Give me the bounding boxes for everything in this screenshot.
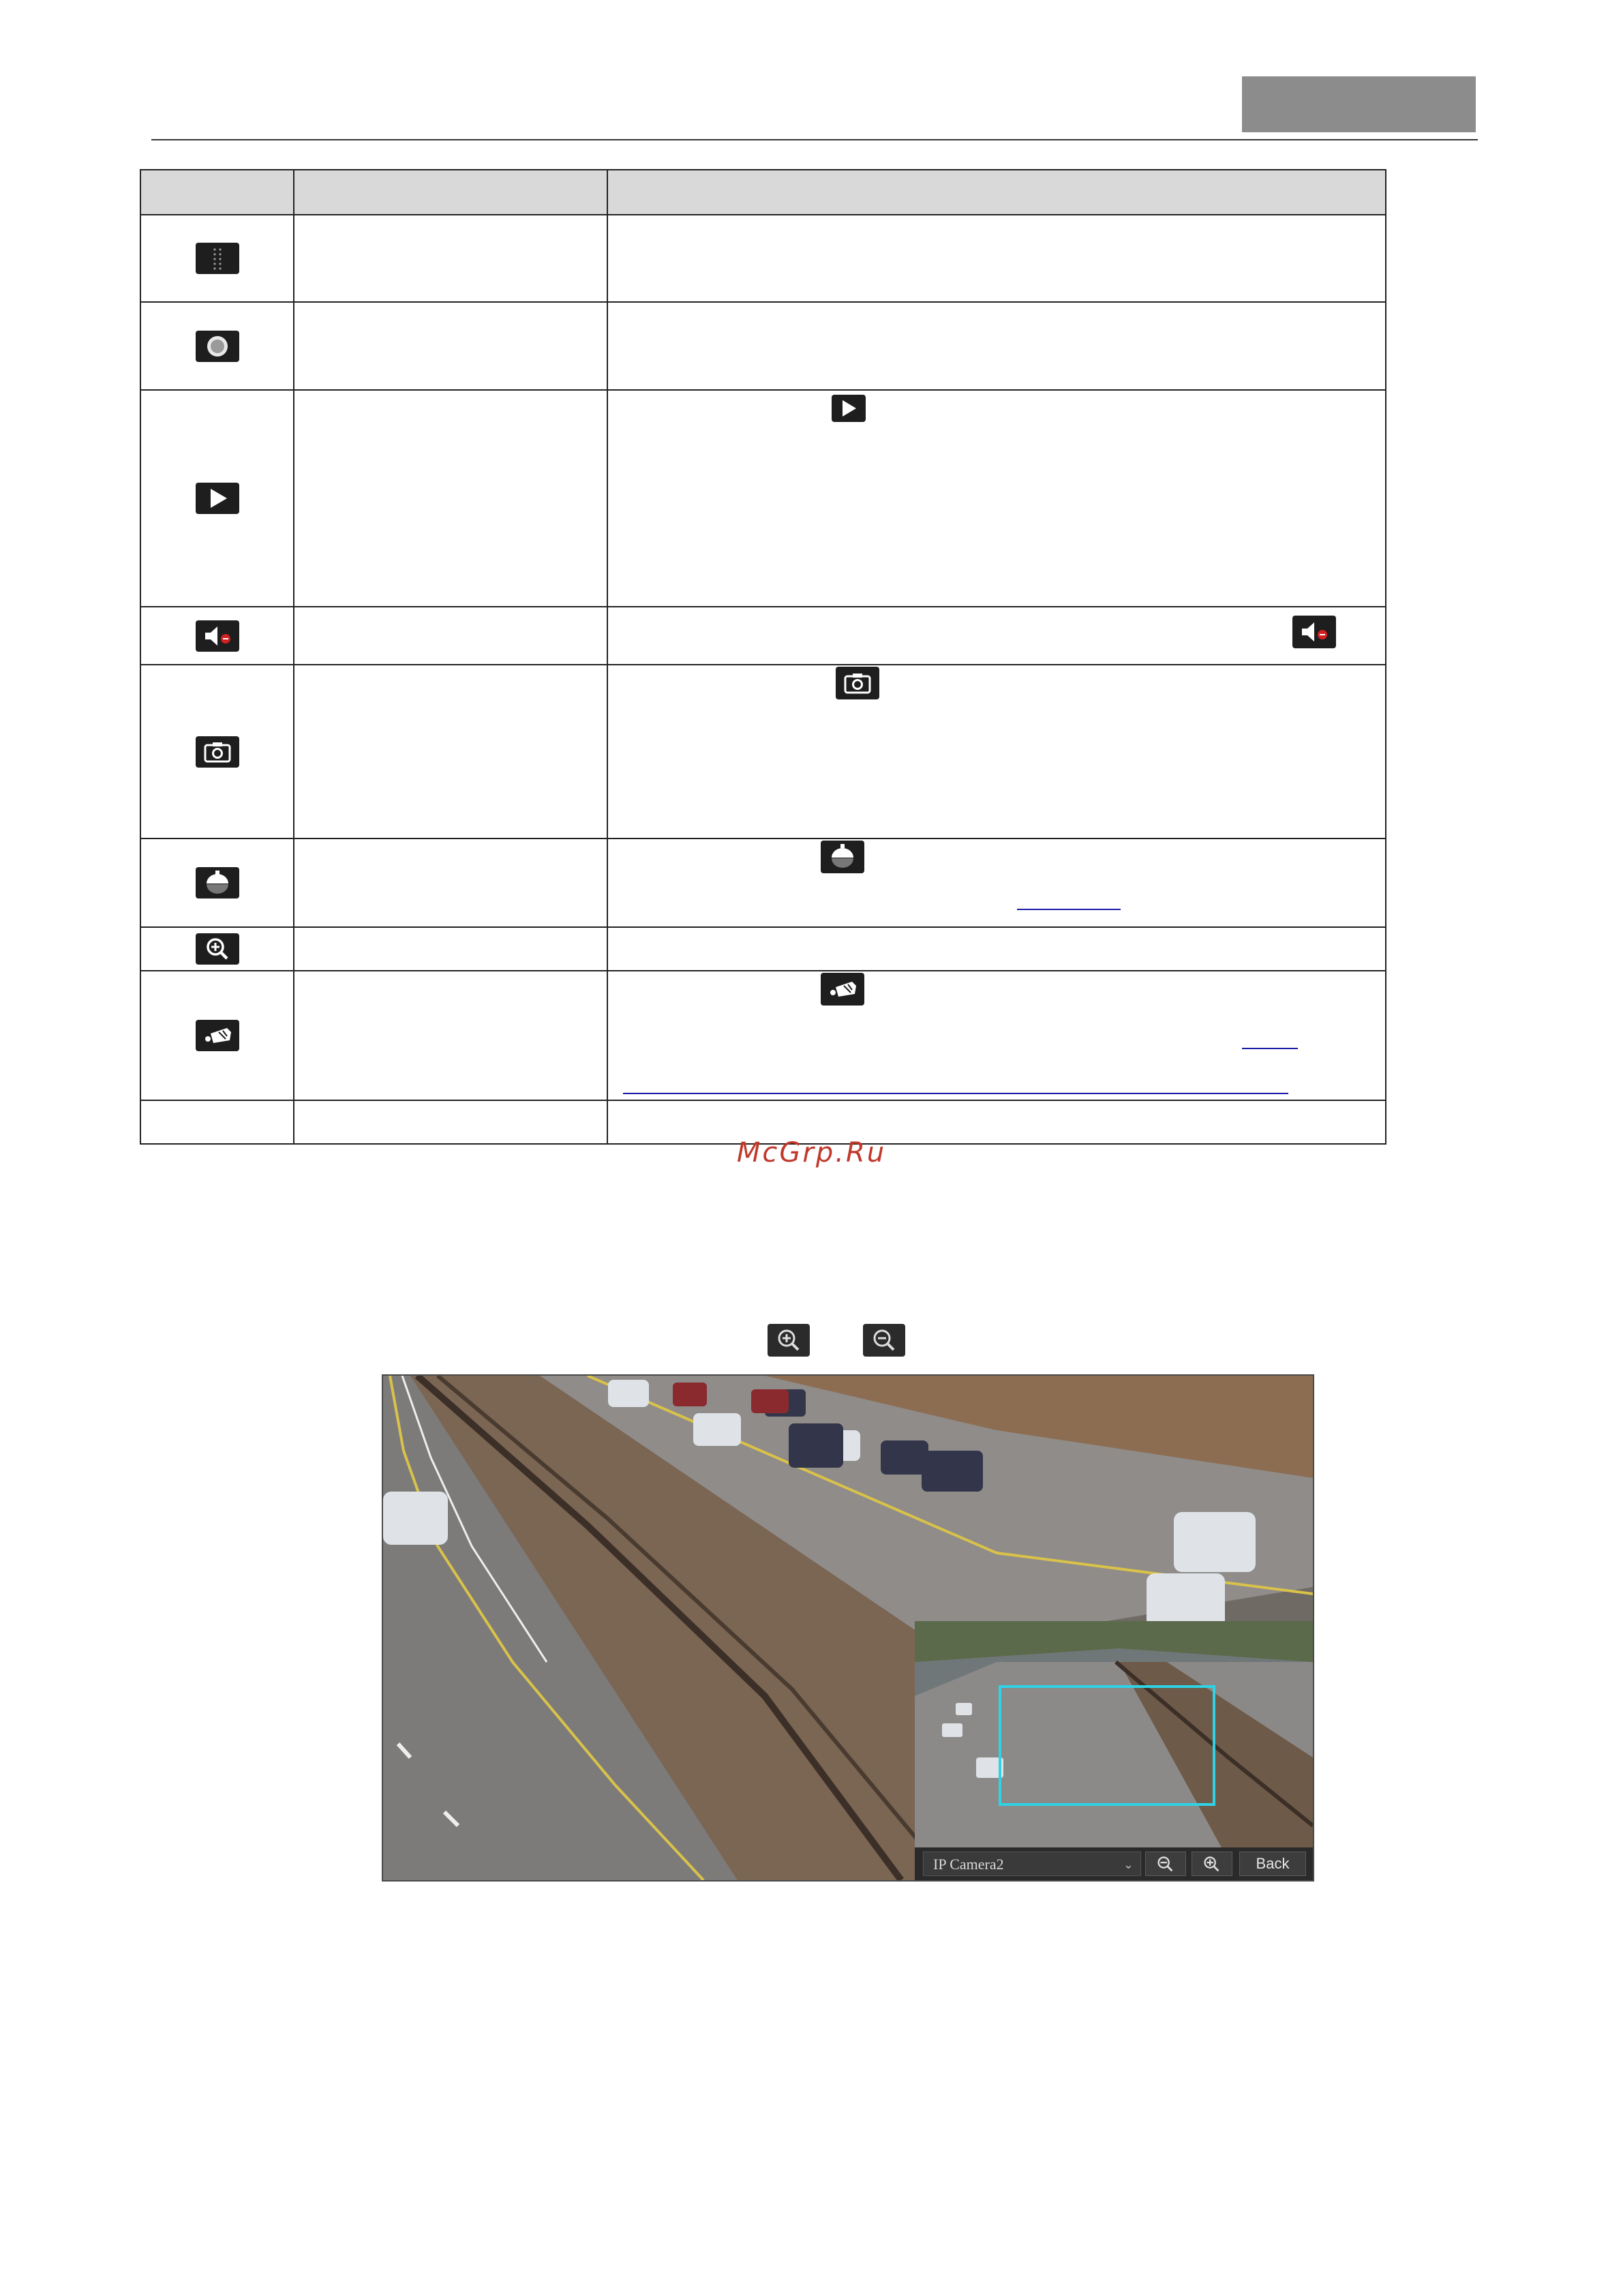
- inline-ptz-dome-icon: [821, 841, 864, 873]
- camera-select[interactable]: [923, 1852, 1141, 1876]
- inline-mute-speaker-icon: [1292, 616, 1336, 648]
- link-underline[interactable]: [623, 1093, 1288, 1094]
- zoom-toolbar: [915, 1847, 1313, 1880]
- zoom-out-button[interactable]: [1145, 1852, 1186, 1876]
- header-gray-box: [1242, 76, 1476, 132]
- ptz-dome-icon[interactable]: [196, 867, 239, 898]
- header-cell-description: [607, 170, 1386, 215]
- link-underline[interactable]: [1242, 1048, 1298, 1049]
- table-row: [140, 390, 1386, 607]
- table-row: [140, 302, 1386, 390]
- table-row: [140, 927, 1386, 971]
- table-row: [140, 607, 1386, 665]
- table-row: [140, 971, 1386, 1100]
- zoom-out-icon: [863, 1324, 905, 1357]
- inline-camera-bullet-icon: [821, 973, 864, 1006]
- table-row: [140, 665, 1386, 839]
- camera-select-value: IP Camera2: [933, 1856, 1004, 1873]
- table-row: [140, 839, 1386, 927]
- zoom-in-button[interactable]: [1192, 1852, 1232, 1876]
- zoom-view-screenshot: [382, 1374, 1314, 1882]
- camera-snapshot-icon[interactable]: [196, 736, 239, 768]
- inline-play-icon: [832, 395, 866, 422]
- inline-camera-snapshot-icon: [836, 667, 879, 699]
- mute-speaker-icon[interactable]: [196, 620, 239, 652]
- record-icon[interactable]: [196, 331, 239, 362]
- table-header-row: [140, 170, 1386, 215]
- table-row: [140, 215, 1386, 302]
- play-icon[interactable]: [196, 483, 239, 514]
- header-cell-icon: [140, 170, 294, 215]
- header-cell-name: [294, 170, 607, 215]
- header-rule: [151, 139, 1478, 140]
- function-table: [140, 169, 1386, 1145]
- zoom-in-icon[interactable]: [196, 933, 239, 965]
- zoom-in-icon: [768, 1324, 810, 1357]
- drag-dots-icon[interactable]: [196, 243, 239, 274]
- camera-bullet-icon[interactable]: [196, 1020, 239, 1051]
- highway-scene: [383, 1376, 1313, 1880]
- chevron-down-icon: ⌄: [1123, 1858, 1134, 1871]
- back-button[interactable]: Back: [1239, 1852, 1306, 1876]
- link-underline[interactable]: [1017, 909, 1121, 910]
- watermark: McGrp.Ru: [736, 1137, 887, 1168]
